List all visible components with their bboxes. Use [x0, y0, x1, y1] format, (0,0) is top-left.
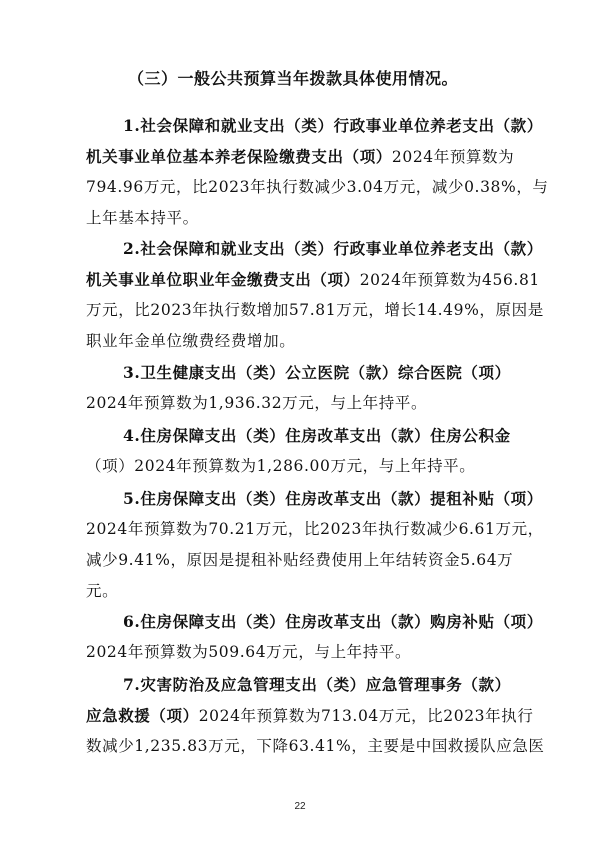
text-line — [86, 141, 518, 172]
body-text: 元。 — [86, 582, 119, 600]
text-line — [86, 545, 518, 576]
body-text: 2024年预算数为70.21万元，比2023年执行数减少6.61万元， — [86, 520, 544, 538]
text-line — [86, 606, 543, 637]
text-line — [86, 326, 518, 357]
body-text: 减少9.41%，原因是提租补贴经费使用上年结转资金5.64万 — [86, 551, 514, 569]
paragraph — [86, 669, 545, 762]
section-heading: （三）一般公共预算当年拨款具体使用情况。 — [128, 69, 459, 88]
text-line — [86, 637, 518, 668]
bold-text: 6.住房保障支出（类）住房改革支出（款）购房补贴（项） — [123, 612, 543, 631]
body-text: 2024年预算数为1,936.32万元，与上年持平。 — [86, 394, 428, 412]
bold-text: 7.灾害防治及应急管理支出（类）应急管理事务（款） — [123, 675, 511, 694]
body-text: 2024年预算数为713.04万元，比2023年执行 — [198, 707, 534, 725]
text-line — [86, 110, 543, 141]
bold-text: 机关事业单位基本养老保险缴费支出（项） — [86, 147, 392, 166]
body-text: 上年基本持平。 — [86, 209, 199, 227]
text-line — [86, 388, 518, 419]
text-line — [86, 700, 534, 731]
paragraph — [86, 110, 549, 234]
bold-text: 4.住房保障支出（类）住房改革支出（款）住房公积金 — [123, 426, 511, 445]
text-line — [86, 483, 543, 514]
paragraph — [86, 606, 543, 668]
body-text: 职业年金单位缴费经费增加。 — [86, 332, 296, 350]
text-line — [86, 264, 540, 295]
text-line — [86, 172, 549, 203]
text-line — [86, 357, 518, 388]
bold-text: 机关事业单位职业年金缴费支出（项） — [86, 270, 360, 289]
paragraph — [86, 483, 544, 607]
text-line — [86, 669, 518, 700]
text-line — [86, 295, 544, 326]
text-line — [86, 731, 545, 762]
text-line — [86, 233, 543, 264]
bold-text: 5.住房保障支出（类）住房改革支出（款）提租补贴（项） — [123, 489, 543, 508]
text-line — [86, 576, 518, 607]
body-text: 2024年预算数为509.64万元，与上年持平。 — [86, 643, 412, 661]
body-text: 2024年预算数为 — [391, 148, 515, 166]
text-line — [86, 203, 518, 234]
bold-text: 2.社会保障和就业支出（类）行政事业单位养老支出（款） — [123, 239, 543, 258]
paragraph — [86, 233, 544, 357]
paragraph — [86, 420, 518, 482]
bold-text: 应急救援（项） — [86, 706, 199, 725]
page-number: 22 — [294, 801, 306, 812]
body-text: 万元，比2023年执行数增加57.81万元，增长14.49%，原因是 — [86, 301, 544, 319]
body-text: 数减少1,235.83万元，下降63.41%，主要是中国救援队应急医 — [86, 737, 545, 755]
bold-text: 1.社会保障和就业支出（类）行政事业单位养老支出（款） — [123, 116, 543, 135]
text-line — [86, 514, 544, 545]
paragraph — [86, 357, 518, 419]
bold-text: 3.卫生健康支出（类）公立医院（款）综合医院（项） — [123, 363, 511, 382]
body-text: 2024年预算数为456.81 — [359, 271, 540, 289]
body-text: 794.96万元，比2023年执行数减少3.04万元，减少0.38%，与 — [86, 178, 549, 196]
body-text: （项）2024年预算数为1,286.00万元，与上年持平。 — [86, 457, 476, 475]
text-line — [86, 451, 518, 482]
text-line — [86, 420, 518, 451]
